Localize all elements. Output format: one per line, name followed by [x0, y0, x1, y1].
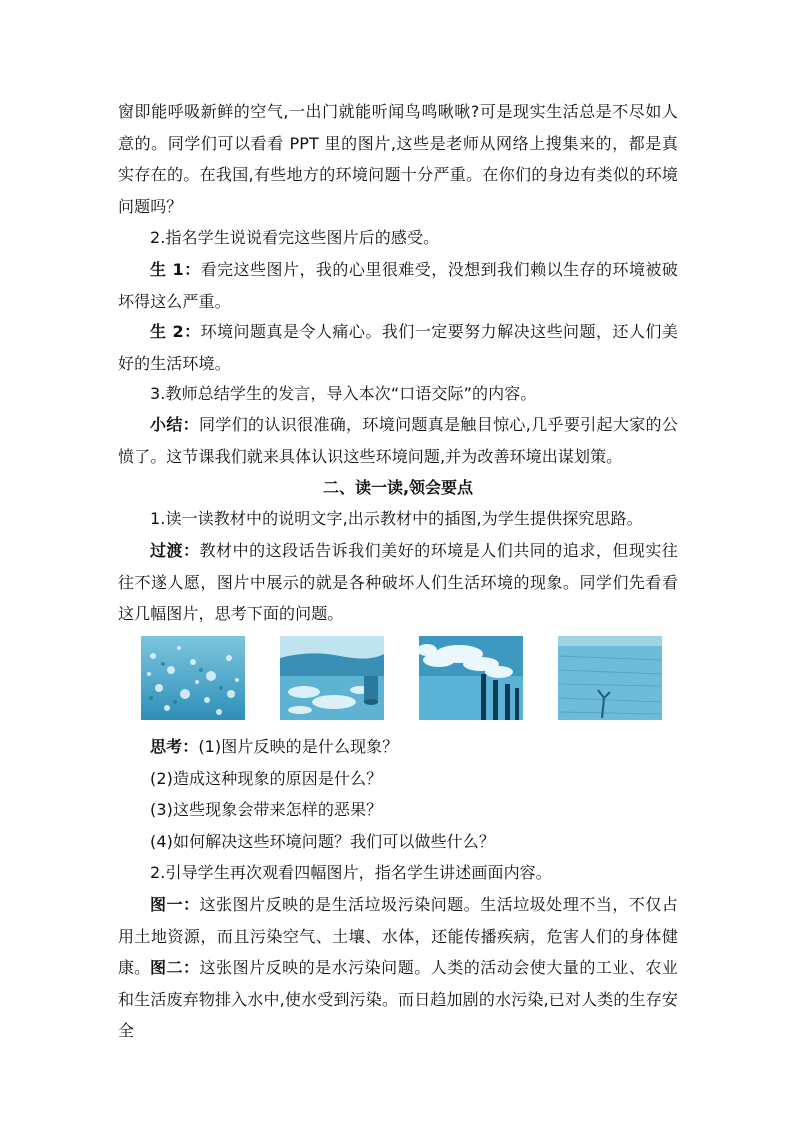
figure1-text: 这张图片反映的是生活垃圾污染问题。生活垃圾处理不当，不仅占用土地资源，而且污染空气、土壤、水体，还能传播疾病，危害人们的身体健康。: [118, 895, 678, 977]
water-pollution-photo: [280, 636, 384, 720]
student1-text: 看完这些图片，我的心里很难受，没想到我们赖以生存的环境被破坏得这么严重。: [118, 260, 678, 311]
question-3: (3)这些现象会带来怎样的恶果？: [150, 800, 383, 819]
paragraph-step3: 3.教师总结学生的发言，导入本次“口语交际”的内容。: [150, 384, 537, 403]
transition-text: 教材中的这段话告诉我们美好的环境是人们共同的追求，但现实往往不遂人愿，图片中展示的就是各种破坏人们生活环境的现象。同学们先看看这几幅图片，思考下面的问题。: [118, 541, 678, 623]
paragraph-read: 1.读一读教材中的说明文字,出示教材中的插图,为学生提供探究思路。: [150, 509, 643, 528]
question-label: 思考：: [150, 737, 199, 756]
question-4: (4)如何解决这些环境问题？我们可以做些什么？: [150, 832, 495, 851]
garbage-pollution-photo: [141, 636, 245, 720]
figure2-label: 图二：: [150, 958, 200, 977]
question-1: [118, 731, 678, 763]
student2-text: 环境问题真是令人痛心。我们一定要努力解决这些问题，还人们美好的生活环境。: [118, 322, 678, 373]
paragraph-student2: [118, 316, 678, 379]
student2-label: 生 2：: [150, 322, 201, 341]
paragraph-transition: [118, 535, 678, 630]
transition-label: 过渡：: [150, 541, 200, 560]
factory-smoke-photo: [419, 636, 523, 720]
paragraph-intro: 窗即能呼吸新鲜的空气,一出门就能听闻鸟鸣啾啾?可是现实生活总是不尽如人意的。同学们可以看看 PPT 里的图片,这些是老师从网络上搜集来的，都是真实存在的。在我国,有些地方的环境问题十分严重。在你们的身边有类似的环境问题吗？: [118, 102, 678, 216]
paragraph-step2: 2.指名学生说说看完这些图片后的感受。: [150, 228, 440, 247]
question-2: (2)造成这种现象的原因是什么？: [150, 769, 383, 788]
summary-label: 小结：: [150, 415, 200, 434]
figure1-label: 图一：: [150, 895, 200, 914]
question-1-text: (1)图片反映的是什么现象？: [198, 737, 399, 756]
paragraph-summary: [118, 409, 678, 472]
paragraph-figure2: [118, 952, 678, 1047]
summary-text: 同学们的认识很准确，环境问题真是触目惊心,几乎要引起大家的公愤了。这节课我们就来具体认识这些环境问题,并为改善环境出谋划策。: [118, 415, 678, 466]
paragraph-guide: 2.引导学生再次观看四幅图片，指名学生讲述画面内容。: [150, 863, 552, 882]
student1-label: 生 1：: [150, 260, 201, 279]
paragraph-student1: [118, 254, 678, 317]
section-title: 二、读一读,领会要点: [322, 478, 474, 497]
figure2-text: 这张图片反映的是水污染问题。人类的活动会使大量的工业、农业和生活废弃物排入水中,使水受到污染。而日趋加剧的水污染,已对人类的生存安全: [118, 958, 678, 1040]
desertification-photo: [558, 636, 662, 720]
